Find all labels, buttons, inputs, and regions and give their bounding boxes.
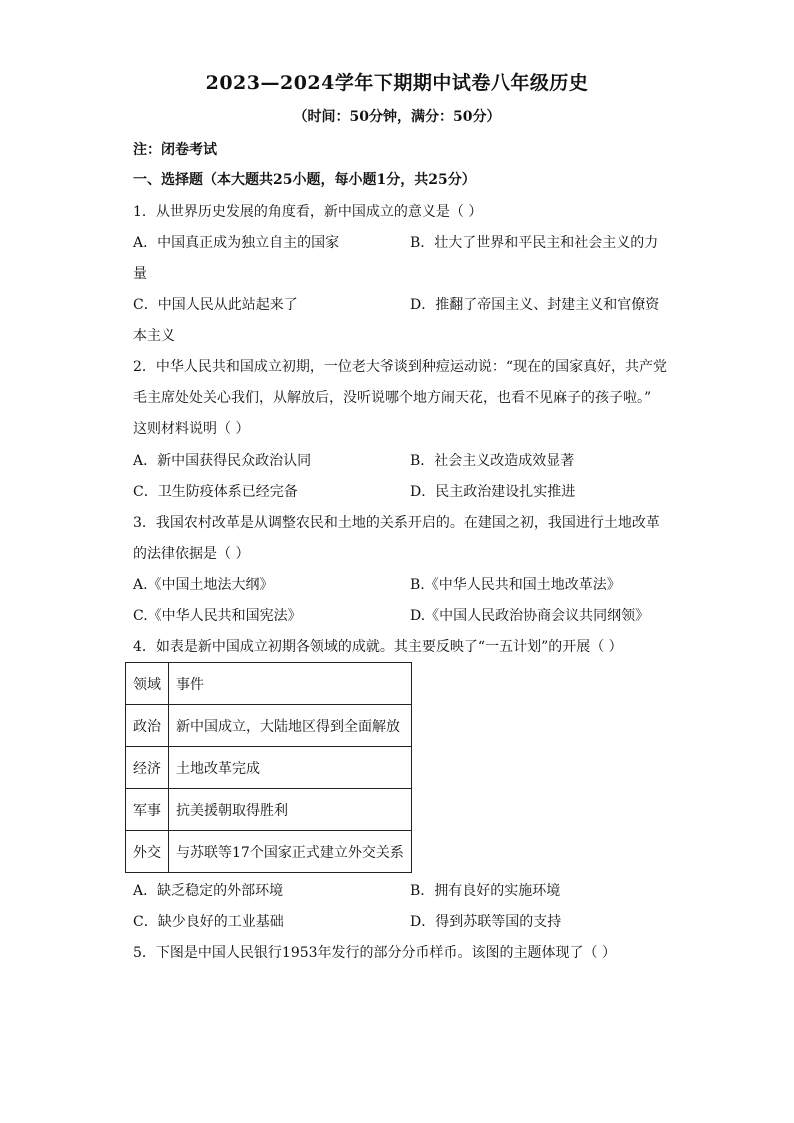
table-row (126, 831, 412, 873)
table-cell: 领域 (126, 663, 169, 705)
question-1-option-b: B．壮大了世界和平民主和社会主义的力 (410, 235, 659, 251)
page-title: 2023—2024学年下期期中试卷八年级历史 (205, 72, 589, 94)
table-row (126, 705, 412, 747)
table-cell: 土地改革完成 (169, 747, 412, 789)
exam-note: 注：闭卷考试 (133, 142, 217, 158)
question-3-option-a: A.《中国土地法大纲》 (133, 577, 274, 593)
question-2-stem-line-3: 这则材料说明（ ） (133, 421, 250, 437)
table-cell: 与苏联等17个国家正式建立外交关系 (169, 831, 412, 873)
question-3-option-b: B.《中华人民共和国土地改革法》 (410, 577, 621, 593)
question-3-option-c: C.《中华人民共和国宪法》 (133, 608, 302, 624)
question-1-option-c: C．中国人民从此站起来了 (133, 297, 298, 313)
question-5-stem: 5．下图是中国人民银行1953年发行的部分分币样币。该图的主题体现了（ ） (133, 945, 616, 961)
question-1-option-a: A．中国真正成为独立自主的国家 (133, 235, 340, 251)
question-1-option-d: D．推翻了帝国主义、封建主义和官僚资 (410, 297, 660, 313)
table-row (126, 789, 412, 831)
question-3-option-d: D.《中国人民政治协商会议共同纲领》 (410, 608, 650, 624)
question-2-option-d: D．民主政治建设扎实推进 (410, 484, 576, 500)
table-cell: 军事 (126, 789, 169, 831)
table-row (126, 747, 412, 789)
question-4-option-d: D．得到苏联等国的支持 (410, 914, 562, 930)
table-cell: 抗美援朝取得胜利 (169, 789, 412, 831)
question-2-option-a: A．新中国获得民众政治认同 (133, 453, 312, 469)
question-3-stem-line-2: 的法律依据是（ ） (133, 546, 250, 562)
question-3-stem-line-1: 3．我国农村改革是从调整农民和土地的关系开启的。在建国之初，我国进行土地改革 (133, 515, 660, 531)
question-1-stem: 1．从世界历史发展的角度看，新中国成立的意义是（ ） (133, 204, 483, 220)
table-cell: 经济 (126, 747, 169, 789)
table-cell: 外交 (126, 831, 169, 873)
achievements-table (125, 662, 412, 873)
question-2-stem-line-2: 毛主席处处关心我们，从解放后，没听说哪个地方闹天花，也看不见麻子的孩子啦。” (133, 390, 652, 406)
question-4-option-c: C．缺少良好的工业基础 (133, 914, 284, 930)
page-subtitle: （时间：50分钟，满分：50分） (293, 109, 501, 125)
question-1-option-d-continued: 本主义 (133, 328, 175, 344)
table-cell: 政治 (126, 705, 169, 747)
section-heading: 一、选择题（本大题共25小题，每小题1分，共25分） (133, 172, 476, 188)
question-4-option-b: B．拥有良好的实施环境 (410, 883, 561, 899)
table-cell: 事件 (169, 663, 412, 705)
question-2-option-c: C．卫生防疫体系已经完备 (133, 484, 298, 500)
question-4-option-a: A．缺乏稳定的外部环境 (133, 883, 284, 899)
question-2-stem-line-1: 2．中华人民共和国成立初期，一位老大爷谈到种痘运动说：“现在的国家真好，共产党 (133, 359, 668, 375)
question-2-option-b: B．社会主义改造成效显著 (410, 453, 575, 469)
question-4-stem: 4．如表是新中国成立初期各领域的成就。其主要反映了“一五计划”的开展（ ） (133, 639, 623, 655)
question-1-option-b-continued: 量 (133, 266, 147, 282)
table-cell: 新中国成立，大陆地区得到全面解放 (169, 705, 412, 747)
table-row (126, 663, 412, 705)
